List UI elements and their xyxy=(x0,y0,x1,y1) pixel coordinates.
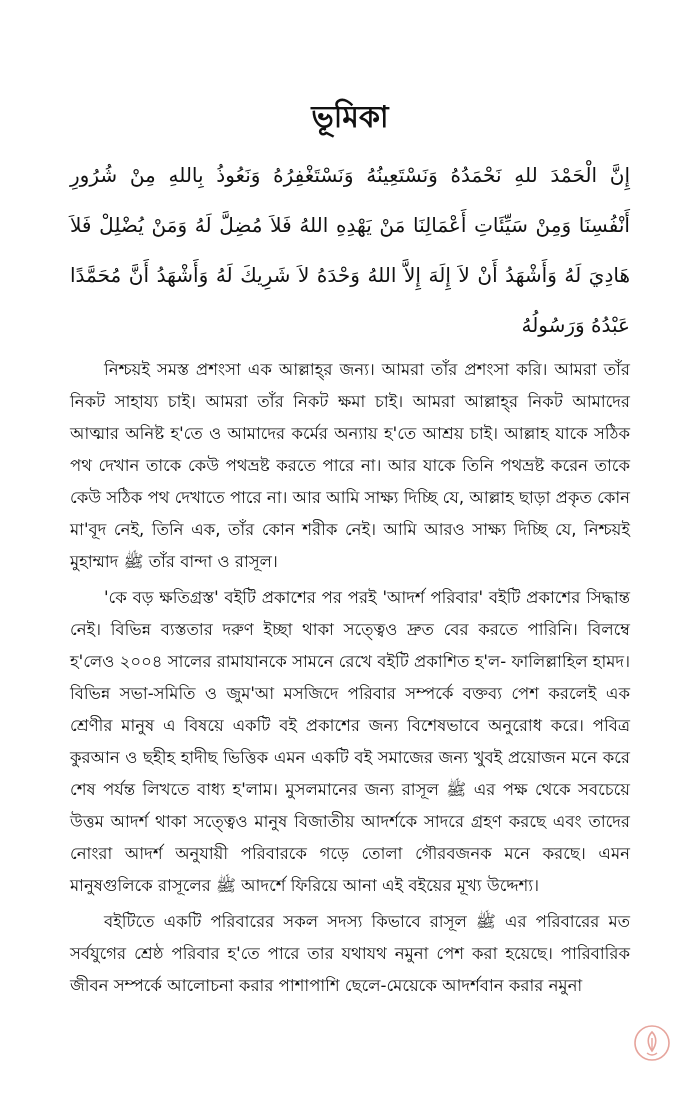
page-title: ভূমিকা xyxy=(311,100,389,135)
paragraph-3: বইটিতে একটি পরিবারের সকল সদস্য কিভাবে রাসূল ﷺ এর পরিবারের মত সর্বযুগের শ্রেষ্ঠ পরিবার হ'তে পারে তার যথাযথ নমুনা পেশ করা হয়েছে। পারিবারিক জীবন সম্পর্কে আলোচনা করার পাশাপাশি ছেলে-মেয়েকে আদর্শবান করার নমুনা xyxy=(70,912,630,995)
pen-nib-logo-icon xyxy=(633,1024,671,1062)
arabic-opening-text: إِنَّ الْحَمْدَ للهِ نَحْمَدُهُ وَنَسْتَعِينُهُ وَنَسْتَغْفِرُهُ وَنَعُوذُ بِاللهِ مِنْ شُرُورِ أَنْفُسِنَا وَمِنْ سَيِّئَاتِ أَعْمَالِنَا مَنْ يَهْدِهِ اللهُ فَلاَ مُضِلَّ لَهُ وَمَنْ يُضْلِلْ فَلاَ هَادِيَ لَهُ وَأَشْهَدُ أَنْ لاَ إِلَهَ إِلاَّ اللهُ وَحْدَهُ لاَ شَرِيكَ لَهُ وَأَشْهَدُ أَنَّ مُحَمَّدًا عَبْدُهُ وَرَسُولُهُ xyxy=(70,163,630,337)
paragraph-1: নিশ্চয়ই সমস্ত প্রশংসা এক আল্লাহ্‌র জন্য। আমরা তাঁর প্রশংসা করি। আমরা তাঁর নিকট সাহায্য চাই। আমরা তাঁর নিকট ক্ষমা চাই। আমরা আল্লাহ্‌র নিকট আমাদের আত্মার অনিষ্ট হ'তে ও আমাদের কর্মের অন্যায় হ'তে আশ্রয় চাই। আল্লাহ যাকে সঠিক পথ দেখান তাকে কেউ পথভ্রষ্ট করতে পারে না। আর যাকে তিনি পথভ্রষ্ট করেন তাকে কেউ সঠিক পথ দেখাতে পারে না। আর আমি সাক্ষ্য দিচ্ছি যে, আল্লাহ ছাড়া প্রকৃত কোন মা'বূদ নেই, তিনি এক, তাঁর কোন শরীক নেই। আমি আরও সাক্ষ্য দিচ্ছি যে, নিশ্চয়ই মুহাম্মাদ ﷺ তাঁর বান্দা ও রাসূল। xyxy=(70,360,630,571)
document-page xyxy=(70,96,630,1002)
paragraph-2: 'কে বড় ক্ষতিগ্রস্ত' বইটি প্রকাশের পর পরই 'আদর্শ পরিবার' বইটি প্রকাশের সিদ্ধান্ত নেই। বিভিন্ন ব্যস্ততার দরুণ ইচ্ছা থাকা সত্ত্বেও দ্রুত বের করতে পারিনি। বিলম্বে হ'লেও ২০০৪ সালের রামাযানকে সামনে রেখে বইটি প্রকাশিত হ'ল- ফালিল্লাহিল হামদ। বিভিন্ন সভা-সমিতি ও জুম'আ মসজিদে পরিবার সম্পর্কে বক্তব্য পেশ করলেই এক শ্রেণীর মানুষ এ বিষয়ে একটি বই প্রকাশের জন্য বিশেষভাবে অনুরোধ করে। পবিত্র কুরআন ও ছহীহ হাদীছ ভিত্তিক এমন একটি বই সমাজের জন্য খুবই প্রয়োজন মনে করে শেষ পর্যন্ত লিখতে বাধ্য হ'লাম। মুসলমানের জন্য রাসূল ﷺ এর পক্ষ থেকে সবচেয়ে উত্তম আদর্শ থাকা সত্ত্বেও মানুষ বিজাতীয় আদর্শকে সাদরে গ্রহণ করছে এবং তাদের নোংরা আদর্শ অনুযায়ী পরিবারকে গড়ে তোলা গৌরবজনক মনে করছে। এমন মানুষগুলিকে রাসূলের ﷺ আদর্শে ফিরিয়ে আনা এই বইয়ের মূখ্য উদ্দেশ্য। xyxy=(70,588,630,895)
